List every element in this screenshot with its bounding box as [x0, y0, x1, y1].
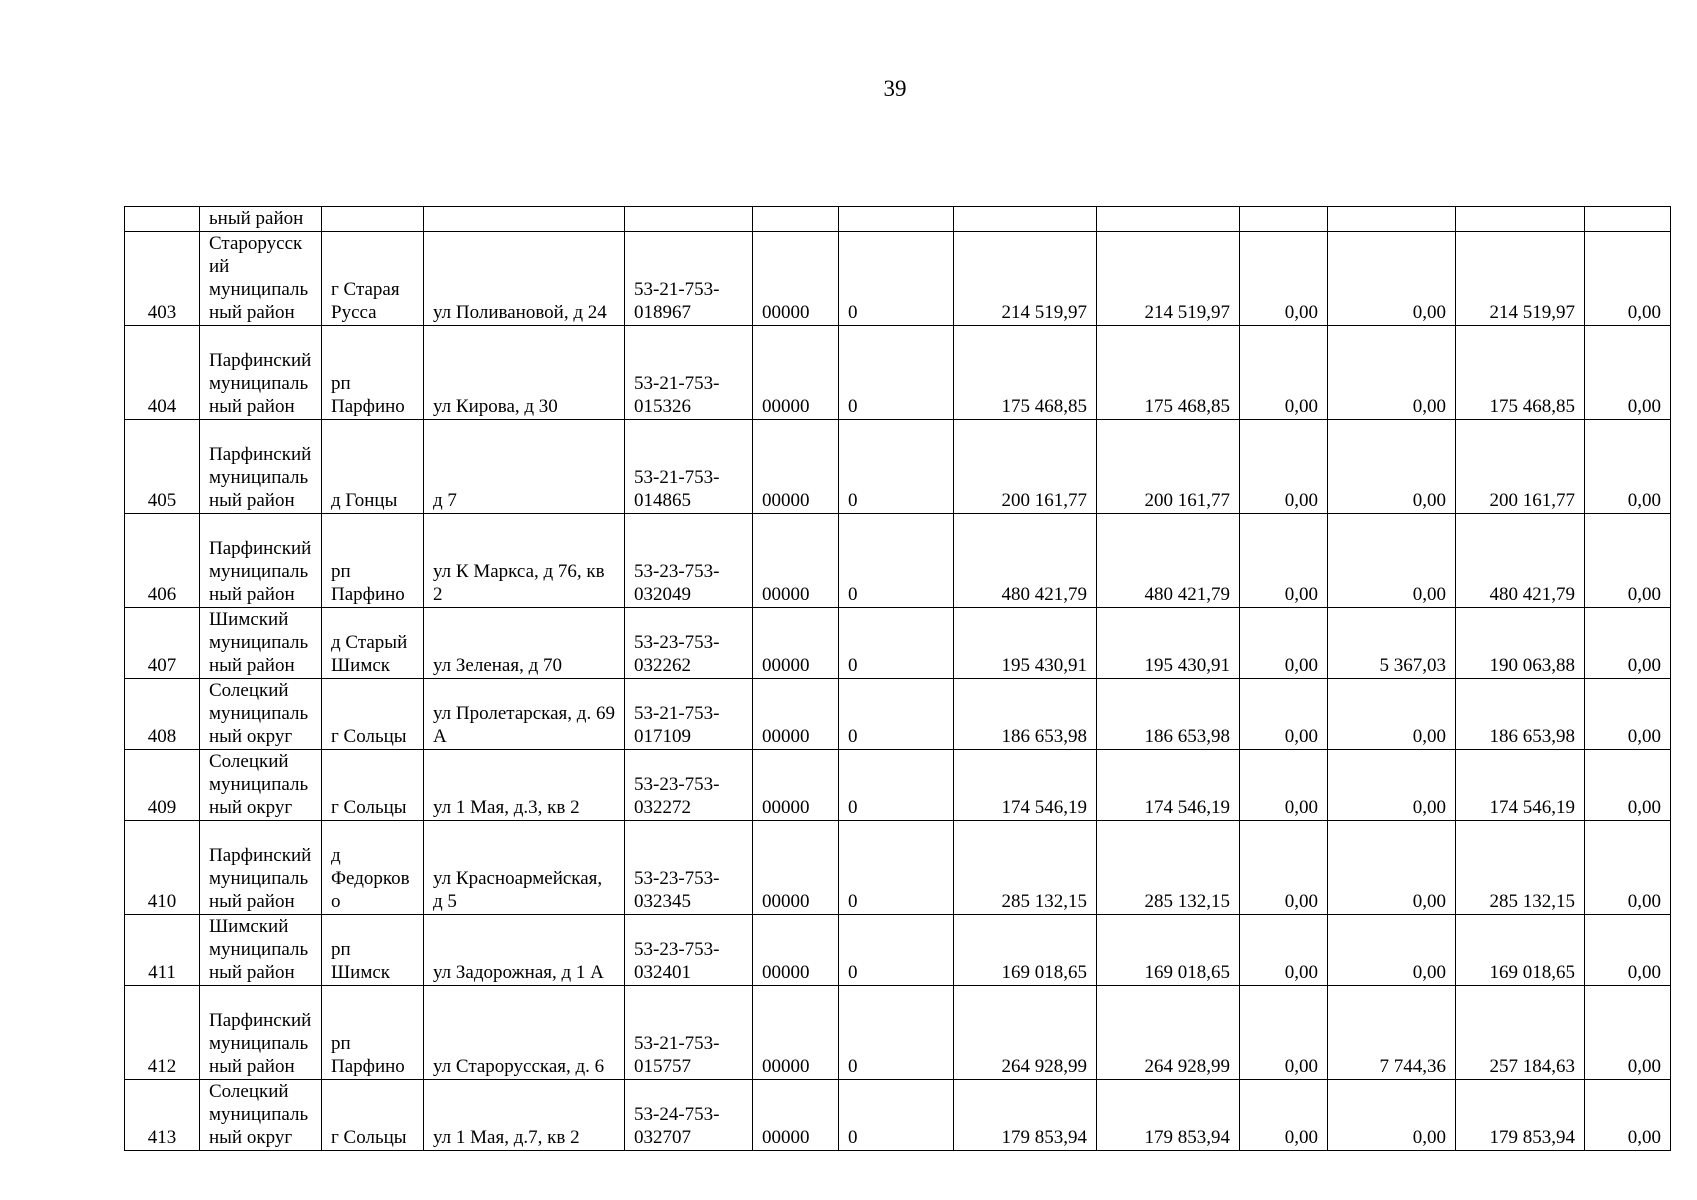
- registry-table: [124, 206, 1671, 1151]
- cell-address: ул Красноармейская, д 5: [424, 821, 625, 915]
- cell-total: 179 853,94: [954, 1080, 1097, 1151]
- cell-settlement: д Федорково: [322, 821, 424, 915]
- cell-amount-e: 0,00: [1585, 821, 1671, 915]
- table-row: [125, 326, 1671, 420]
- cell-cadastral: 53-23-753-032049: [625, 514, 753, 608]
- cell-district: Парфинский муниципальный район: [200, 420, 322, 514]
- cell-zero: 0: [839, 326, 954, 420]
- cell-amount-a: 179 853,94: [1097, 1080, 1240, 1151]
- cell-settlement: г Сольцы: [322, 679, 424, 750]
- cell-zero: 0: [839, 986, 954, 1080]
- cell-zero: 0: [839, 420, 954, 514]
- cell-address: д 7: [424, 420, 625, 514]
- cell-code: 00000: [753, 608, 839, 679]
- cell-total: 264 928,99: [954, 986, 1097, 1080]
- cell-no: [125, 207, 200, 232]
- cell-total: 169 018,65: [954, 915, 1097, 986]
- cell-amount-a: 264 928,99: [1097, 986, 1240, 1080]
- cell-code: 00000: [753, 514, 839, 608]
- continuation-row: [125, 207, 1671, 232]
- cell-address: ул Зеленая, д 70: [424, 608, 625, 679]
- table-row: [125, 821, 1671, 915]
- cell-amount-b: 0,00: [1240, 420, 1328, 514]
- cell-cadastral: 53-23-753-032262: [625, 608, 753, 679]
- cell-amount-e: 0,00: [1585, 232, 1671, 326]
- cell-settlement: рп Парфино: [322, 514, 424, 608]
- cell-address: ул 1 Мая, д.3, кв 2: [424, 750, 625, 821]
- cell-cadastral: 53-23-753-032272: [625, 750, 753, 821]
- cell-code: 00000: [753, 821, 839, 915]
- cell-zero: 0: [839, 750, 954, 821]
- cell-amount-d: 179 853,94: [1456, 1080, 1585, 1151]
- cell-district: Солецкий муниципальный округ: [200, 1080, 322, 1151]
- table-row: [125, 750, 1671, 821]
- cell-zero: 0: [839, 608, 954, 679]
- cell-settlement: г Сольцы: [322, 750, 424, 821]
- cell-code: 00000: [753, 326, 839, 420]
- cell-code: 00000: [753, 232, 839, 326]
- cell-address: ул 1 Мая, д.7, кв 2: [424, 1080, 625, 1151]
- cell-district: Старорусский муниципальный район: [200, 232, 322, 326]
- page-number: 39: [883, 76, 907, 101]
- cell-code: 00000: [753, 420, 839, 514]
- cell-total: 285 132,15: [954, 821, 1097, 915]
- cell-amount-b: 0,00: [1240, 514, 1328, 608]
- cell-zero: 0: [839, 1080, 954, 1151]
- cell-amount-b: 0,00: [1240, 608, 1328, 679]
- cell-amount-a: 285 132,15: [1097, 821, 1240, 915]
- cell-amount-e: 0,00: [1585, 420, 1671, 514]
- cell-amount-b: 0,00: [1240, 232, 1328, 326]
- table-row: [125, 232, 1671, 326]
- registry-body: [125, 207, 1671, 1151]
- cell-amount-b: 0,00: [1240, 679, 1328, 750]
- cell-district: Солецкий муниципальный округ: [200, 679, 322, 750]
- cell-amount-e: 0,00: [1585, 679, 1671, 750]
- cell-amount-c: 0,00: [1328, 821, 1456, 915]
- cell-no: 411: [125, 915, 200, 986]
- cell-amount-d: 190 063,88: [1456, 608, 1585, 679]
- table-row: [125, 679, 1671, 750]
- cell-district: Парфинский муниципальный район: [200, 821, 322, 915]
- cell-amount-a: 175 468,85: [1097, 326, 1240, 420]
- table-row: [125, 514, 1671, 608]
- cell-amount-a: 186 653,98: [1097, 679, 1240, 750]
- cell-no: 406: [125, 514, 200, 608]
- cell-amount-c: 0,00: [1328, 232, 1456, 326]
- cell-district: Парфинский муниципальный район: [200, 514, 322, 608]
- cell-amount-c: 0,00: [1328, 750, 1456, 821]
- cell-district-tail: ьный район: [200, 207, 322, 232]
- cell-amount-c: 0,00: [1328, 326, 1456, 420]
- cell-total: 480 421,79: [954, 514, 1097, 608]
- cell-amount-b: 0,00: [1240, 821, 1328, 915]
- cell-amount-e: 0,00: [1585, 750, 1671, 821]
- cell-settlement: рп Шимск: [322, 915, 424, 986]
- cell-district: Шимский муниципальный район: [200, 608, 322, 679]
- cell-amount-e: 0,00: [1585, 1080, 1671, 1151]
- table-row: [125, 608, 1671, 679]
- cell-no: 404: [125, 326, 200, 420]
- cell-cadastral: 53-21-753-015326: [625, 326, 753, 420]
- cell-address: ул Поливановой, д 24: [424, 232, 625, 326]
- cell-amount-e: 0,00: [1585, 326, 1671, 420]
- cell-code: 00000: [753, 1080, 839, 1151]
- cell-amount-b: 0,00: [1240, 750, 1328, 821]
- table-row: [125, 420, 1671, 514]
- cell-amount-c: 7 744,36: [1328, 986, 1456, 1080]
- cell-zero: 0: [839, 514, 954, 608]
- cell-district: Шимский муниципальный район: [200, 915, 322, 986]
- cell-cadastral: 53-23-753-032345: [625, 821, 753, 915]
- table-row: [125, 986, 1671, 1080]
- cell-address: ул Пролетарская, д. 69 А: [424, 679, 625, 750]
- cell-settlement: рп Парфино: [322, 326, 424, 420]
- cell-amount-d: 175 468,85: [1456, 326, 1585, 420]
- cell-total: 174 546,19: [954, 750, 1097, 821]
- cell-amount-d: 174 546,19: [1456, 750, 1585, 821]
- cell-address: ул К Маркса, д 76, кв 2: [424, 514, 625, 608]
- cell-amount-c: 0,00: [1328, 514, 1456, 608]
- cell-total: 186 653,98: [954, 679, 1097, 750]
- cell-no: 412: [125, 986, 200, 1080]
- cell-total: 200 161,77: [954, 420, 1097, 514]
- cell-amount-d: 257 184,63: [1456, 986, 1585, 1080]
- cell-total: 214 519,97: [954, 232, 1097, 326]
- cell-no: 410: [125, 821, 200, 915]
- cell-amount-c: 0,00: [1328, 1080, 1456, 1151]
- cell-amount-d: 186 653,98: [1456, 679, 1585, 750]
- cell-district: Парфинский муниципальный район: [200, 326, 322, 420]
- cell-zero: 0: [839, 821, 954, 915]
- cell-no: 413: [125, 1080, 200, 1151]
- cell-code: 00000: [753, 986, 839, 1080]
- cell-address: ул Кирова, д 30: [424, 326, 625, 420]
- cell-code: 00000: [753, 915, 839, 986]
- cell-settlement: д Гонцы: [322, 420, 424, 514]
- cell-amount-e: 0,00: [1585, 608, 1671, 679]
- cell-settlement: д Старый Шимск: [322, 608, 424, 679]
- cell-amount-a: 214 519,97: [1097, 232, 1240, 326]
- cell-amount-d: 285 132,15: [1456, 821, 1585, 915]
- cell-amount-d: 214 519,97: [1456, 232, 1585, 326]
- cell-amount-a: 200 161,77: [1097, 420, 1240, 514]
- cell-cadastral: 53-24-753-032707: [625, 1080, 753, 1151]
- cell-no: 407: [125, 608, 200, 679]
- cell-amount-c: 0,00: [1328, 420, 1456, 514]
- cell-settlement: г Старая Русса: [322, 232, 424, 326]
- cell-address: ул Задорожная, д 1 А: [424, 915, 625, 986]
- cell-amount-a: 174 546,19: [1097, 750, 1240, 821]
- table-row: [125, 1080, 1671, 1151]
- cell-code: 00000: [753, 750, 839, 821]
- cell-cadastral: 53-21-753-014865: [625, 420, 753, 514]
- cell-amount-e: 0,00: [1585, 915, 1671, 986]
- cell-amount-e: 0,00: [1585, 514, 1671, 608]
- cell-total: 175 468,85: [954, 326, 1097, 420]
- cell-cadastral: 53-21-753-018967: [625, 232, 753, 326]
- cell-district: Парфинский муниципальный район: [200, 986, 322, 1080]
- cell-total: 195 430,91: [954, 608, 1097, 679]
- cell-zero: 0: [839, 915, 954, 986]
- cell-amount-b: 0,00: [1240, 986, 1328, 1080]
- cell-address: ул Старорусская, д. 6: [424, 986, 625, 1080]
- cell-amount-e: 0,00: [1585, 986, 1671, 1080]
- cell-amount-d: 480 421,79: [1456, 514, 1585, 608]
- cell-cadastral: 53-23-753-032401: [625, 915, 753, 986]
- cell-cadastral: 53-21-753-015757: [625, 986, 753, 1080]
- cell-settlement: г Сольцы: [322, 1080, 424, 1151]
- cell-amount-b: 0,00: [1240, 1080, 1328, 1151]
- cell-no: 408: [125, 679, 200, 750]
- cell-amount-a: 195 430,91: [1097, 608, 1240, 679]
- cell-amount-c: 5 367,03: [1328, 608, 1456, 679]
- cell-amount-d: 200 161,77: [1456, 420, 1585, 514]
- cell-amount-c: 0,00: [1328, 679, 1456, 750]
- cell-amount-b: 0,00: [1240, 326, 1328, 420]
- cell-cadastral: 53-21-753-017109: [625, 679, 753, 750]
- cell-settlement: рп Парфино: [322, 986, 424, 1080]
- cell-amount-a: 169 018,65: [1097, 915, 1240, 986]
- cell-code: 00000: [753, 679, 839, 750]
- cell-zero: 0: [839, 232, 954, 326]
- cell-zero: 0: [839, 679, 954, 750]
- cell-no: 405: [125, 420, 200, 514]
- cell-amount-d: 169 018,65: [1456, 915, 1585, 986]
- cell-no: 409: [125, 750, 200, 821]
- cell-amount-a: 480 421,79: [1097, 514, 1240, 608]
- cell-amount-c: 0,00: [1328, 915, 1456, 986]
- cell-district: Солецкий муниципальный округ: [200, 750, 322, 821]
- cell-amount-b: 0,00: [1240, 915, 1328, 986]
- cell-no: 403: [125, 232, 200, 326]
- table-row: [125, 915, 1671, 986]
